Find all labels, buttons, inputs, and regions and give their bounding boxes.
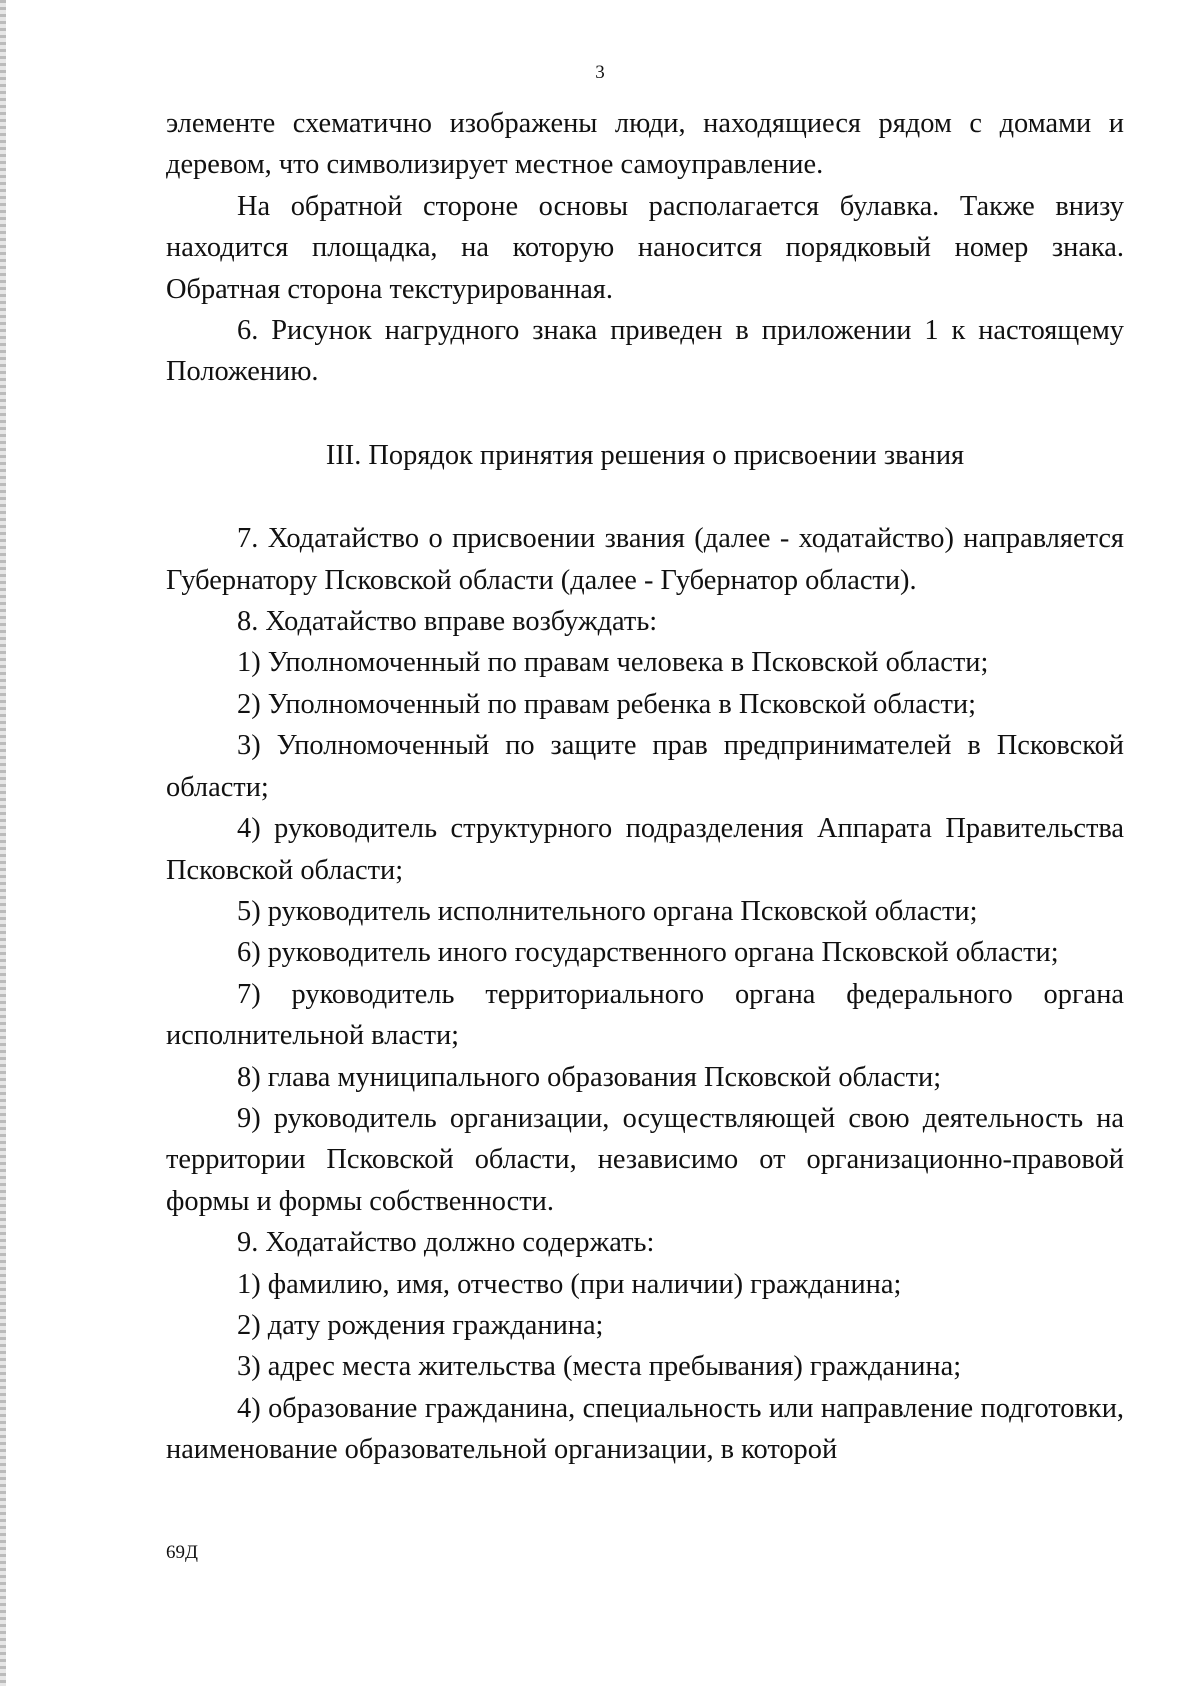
scan-edge [0,0,6,1686]
footer-code: 69Д [166,1542,198,1563]
list-item: 5) руководитель исполнительного органа Псковской области; [237,895,978,927]
list-item: 9) руководитель организации, осуществляющей свою деятельность на территории Псковской области, независимо от организационно-правовой формы и формы собственности. [166,1102,1124,1217]
paragraph: 7. Ходатайство о присвоении звания (далее - ходатайство) направляется Губернатору Псковской области (далее - Губернатор области). [166,523,1124,596]
page-number: 3 [595,62,605,83]
paragraph: На обратной стороне основы располагается булавка. Также внизу находится площадка, на которую наносится порядковый номер знака. Обратная сторона текстурированная. [166,190,1124,305]
list-item: 7) руководитель территориального органа федерального органа исполнительной власти; [166,978,1124,1052]
list-item: 3) адрес места жительства (места пребывания) гражданина; [237,1351,962,1383]
section-heading: III. Порядок принятия решения о присвоении звания [325,439,965,471]
paragraph: элементе схематично изображены люди, находящиеся рядом с домами и деревом, что символизирует местное самоуправление. [166,108,1124,181]
list-item: 3) Уполномоченный по защите прав предпринимателей в Псковской области; [166,730,1124,803]
list-item: 4) образование гражданина, специальность или направление подготовки, наименование образовательной организации, в которой [166,1392,1124,1466]
paragraph: 6. Рисунок нагрудного знака приведен в приложении 1 к настоящему Положению. [166,315,1124,388]
list-item: 2) дату рождения гражданина; [237,1309,604,1341]
list-item: 6) руководитель иного государственного органа Псковской области; [237,937,1059,969]
paragraph: 8. Ходатайство вправе возбуждать: [237,606,658,638]
list-item: 2) Уполномоченный по правам ребенка в Псковской области; [237,688,976,720]
document-body [166,103,1124,1471]
list-item: 1) фамилию, имя, отчество (при наличии) гражданина; [237,1268,902,1300]
list-item: 1) Уполномоченный по правам человека в Псковской области; [237,647,989,679]
list-item: 8) глава муниципального образования Псковской области; [237,1061,942,1093]
list-item: 4) руководитель структурного подразделения Аппарата Правительства Псковской области; [166,813,1124,886]
paragraph: 9. Ходатайство должно содержать: [237,1227,655,1259]
